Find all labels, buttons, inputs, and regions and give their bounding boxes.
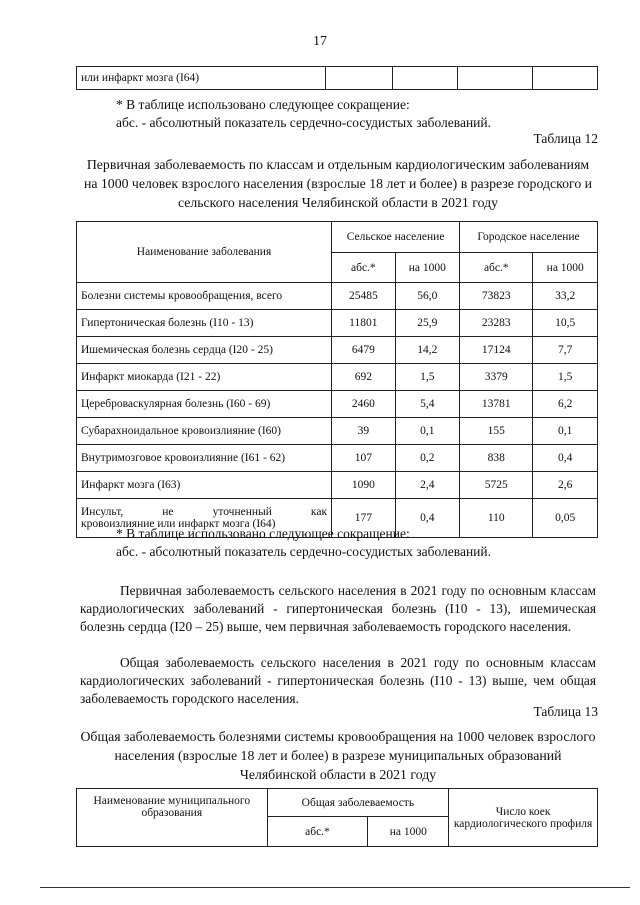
word: уточненный (212, 506, 272, 518)
cell-rural-per1000: 5,4 (395, 391, 459, 418)
word: как (310, 506, 328, 518)
row-name: Внутримозговое кровоизлияние (I61 - 62) (77, 445, 332, 472)
row-name-line: кровоизлияние или инфаркт мозга (I64) (81, 518, 276, 530)
table-cell (457, 67, 533, 90)
footnote (116, 96, 491, 132)
row-name: Гипертоническая болезнь (I10 - 13) (77, 310, 332, 337)
row-name: Ишемическая болезнь сердца (I20 - 25) (77, 337, 332, 364)
footnote-line: * В таблице использовано следующее сокращение: (116, 97, 410, 112)
cell-urban-per1000: 1,5 (533, 364, 598, 391)
cell-rural-per1000: 0,2 (395, 445, 459, 472)
table-row (77, 418, 598, 445)
column-header: абс.* (332, 253, 396, 283)
cell-rural-per1000: 2,4 (395, 472, 459, 499)
cell-urban-abs: 3379 (460, 364, 533, 391)
cell-rural-abs: 107 (332, 445, 396, 472)
cell-urban-abs: 13781 (460, 391, 533, 418)
cell-rural-abs: 177 (332, 499, 396, 538)
table-row (77, 337, 598, 364)
column-header: Число коек кардиологического профиля (449, 789, 598, 847)
cell-urban-abs: 5725 (460, 472, 533, 499)
table-cell (326, 67, 393, 90)
footnote (116, 525, 491, 561)
cell-rural-abs: 39 (332, 418, 396, 445)
cell-urban-abs: 73823 (460, 283, 533, 310)
cell-rural-abs: 6479 (332, 337, 396, 364)
table-row (77, 283, 598, 310)
column-header: Городское население (460, 222, 598, 253)
table-cell (392, 67, 457, 90)
row-name: Инфаркт миокарда (I21 - 22) (77, 364, 332, 391)
column-header: Наименование заболевания (77, 222, 332, 283)
table-row (77, 445, 598, 472)
word: Инсульт, (81, 506, 124, 518)
cell-rural-per1000: 1,5 (395, 364, 459, 391)
row-name: Болезни системы кровообращения, всего (77, 283, 332, 310)
table-cell: или инфаркт мозга (I64) (77, 67, 326, 90)
table-title: Первичная заболеваемость по классам и отдельным кардиологическим заболеваниям на 1000 человек взрослого населения (взрослые 18 лет и более) в разрезе городского и сельского населения Челябинской области в 2021 году (83, 157, 593, 210)
cell-urban-per1000: 0,1 (533, 418, 598, 445)
table-row (77, 391, 598, 418)
cell-rural-per1000: 25,9 (395, 310, 459, 337)
column-header: на 1000 (395, 253, 459, 283)
footnote-line: * В таблице использовано следующее сокращение: (116, 526, 410, 541)
cell-urban-per1000: 33,2 (533, 283, 598, 310)
table-12 (76, 221, 598, 538)
cell-urban-per1000: 7,7 (533, 337, 598, 364)
row-name: Цереброваскулярная болезнь (I60 - 69) (77, 391, 332, 418)
footnote-line: абс. - абсолютный показатель сердечно-сосудистых заболеваний. (116, 115, 492, 130)
column-header: Наименование муниципального образования (77, 789, 268, 847)
paragraph: Общая заболеваемость сельского населения в 2021 году по основным классам кардиологических заболеваний - гипертоническая болезнь (I10 - 13) выше, чем общая заболеваемость городского населения. (80, 655, 596, 706)
cell-urban-per1000: 0,05 (533, 499, 598, 538)
row-name-line (81, 506, 327, 518)
cell-rural-abs: 25485 (332, 283, 396, 310)
column-header: Сельское население (332, 222, 460, 253)
cell-rural-per1000: 0,1 (395, 418, 459, 445)
column-header: на 1000 (368, 817, 449, 847)
table-label: Таблица 13 (533, 704, 598, 719)
cell-rural-abs: 1090 (332, 472, 396, 499)
table-row (77, 310, 598, 337)
cell-urban-abs: 17124 (460, 337, 533, 364)
column-header: абс.* (267, 817, 368, 847)
cell-urban-per1000: 0,4 (533, 445, 598, 472)
cell-rural-per1000: 56,0 (395, 283, 459, 310)
cell-urban-abs: 838 (460, 445, 533, 472)
word: не (162, 506, 174, 518)
column-header: на 1000 (533, 253, 598, 283)
cell-rural-abs: 692 (332, 364, 396, 391)
cell-urban-per1000: 10,5 (533, 310, 598, 337)
cell-rural-abs: 2460 (332, 391, 396, 418)
column-header: абс.* (460, 253, 533, 283)
cell-urban-abs: 110 (460, 499, 533, 538)
page-number: 17 (313, 34, 327, 49)
cell-urban-per1000: 6,2 (533, 391, 598, 418)
cell-urban-abs: 23283 (460, 310, 533, 337)
table-label: Таблица 12 (533, 131, 598, 146)
table-row (77, 472, 598, 499)
paragraph: Первичная заболеваемость сельского населения в 2021 году по основным классам кардиологических заболеваний - гипертоническая болезнь (I10 - 13), ишемическая болезнь сердца (I20 – 25) выше, чем первичная заболеваемость городского населения. (80, 583, 596, 634)
row-name: Субарахноидальное кровоизлияние (I60) (77, 418, 332, 445)
cell-urban-abs: 155 (460, 418, 533, 445)
cell-urban-per1000: 2,6 (533, 472, 598, 499)
column-header: Общая заболеваемость (267, 789, 449, 817)
table-13 (76, 788, 598, 847)
previous-table-continuation (76, 66, 598, 90)
page-bottom-rule (40, 887, 630, 888)
cell-rural-abs: 11801 (332, 310, 396, 337)
cell-rural-per1000: 0,4 (395, 499, 459, 538)
footnote-line: абс. - абсолютный показатель сердечно-сосудистых заболеваний. (116, 544, 492, 559)
row-name: Инфаркт мозга (I63) (77, 472, 332, 499)
table-cell (533, 67, 598, 90)
cell-rural-per1000: 14,2 (395, 337, 459, 364)
table-title: Общая заболеваемость болезнями системы кровообращения на 1000 человек взрослого населения (взрослые 18 лет и более) в разрезе муниципальных образований Челябинской области в 2021 году (80, 729, 596, 782)
table-row (77, 364, 598, 391)
